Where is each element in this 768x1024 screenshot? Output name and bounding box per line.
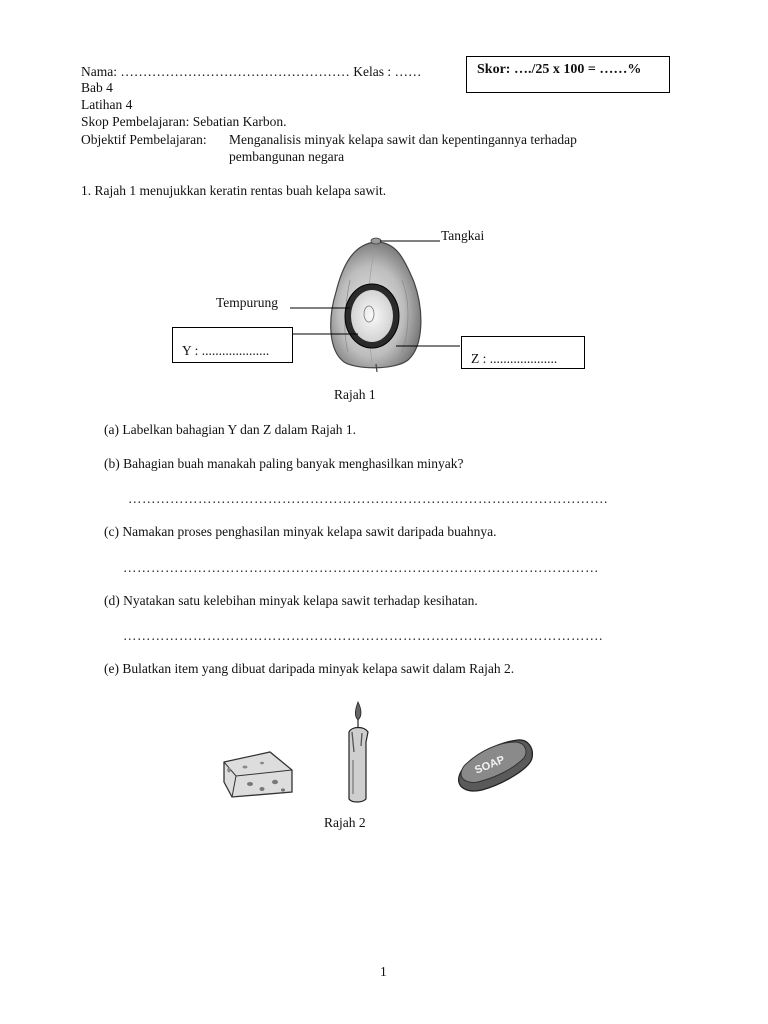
label-tempurung: Tempurung xyxy=(216,295,279,310)
label-z-text: Z : .................... xyxy=(471,351,558,366)
question-1b: (b) Bahagian buah manakah paling banyak menghasilkan minyak? xyxy=(104,456,464,471)
question-1e: (e) Bulatkan item yang dibuat daripada minyak kelapa sawit dalam Rajah 2. xyxy=(104,661,515,676)
answer-line-1c[interactable]: ………………………………………………………………………………………… xyxy=(123,560,599,575)
answer-line-1d[interactable]: …………………………………………………………………………………………. xyxy=(123,628,603,643)
diagram-1-caption: Rajah 1 xyxy=(334,387,376,402)
cheese-icon[interactable] xyxy=(224,752,292,797)
label-y-text: Y : .................... xyxy=(182,343,270,358)
chapter: Bab 4 xyxy=(81,80,113,95)
question-1-stem: 1. Rajah 1 menujukkan keratin rentas buah kelapa sawit. xyxy=(81,183,387,198)
diagram-2-caption: Rajah 2 xyxy=(324,815,366,830)
objective-line-1: Menganalisis minyak kelapa sawit dan kepentingannya terhadap xyxy=(229,132,577,147)
candle-icon[interactable] xyxy=(349,702,368,802)
name-class-line: Nama: …………………………………………… Kelas : …… xyxy=(81,64,422,79)
label-tangkai: Tangkai xyxy=(441,228,485,243)
soap-label: SOAP xyxy=(473,753,507,777)
objective-line-2: pembangunan negara xyxy=(229,149,345,164)
answer-line-1b[interactable]: …………………………………………………………………………………………. xyxy=(128,491,608,506)
objective-label: Objektif Pembelajaran: xyxy=(81,132,207,147)
question-1d: (d) Nyatakan satu kelebihan minyak kelapa sawit terhadap kesihatan. xyxy=(104,593,478,608)
learning-scope: Skop Pembelajaran: Sebatian Karbon. xyxy=(81,114,287,129)
soap-icon[interactable] xyxy=(459,740,533,791)
exercise: Latihan 4 xyxy=(81,97,133,112)
score-text: Skor: …./25 x 100 = ……% xyxy=(477,62,642,77)
page-number: 1 xyxy=(380,964,387,979)
question-1c: (c) Namakan proses penghasilan minyak kelapa sawit daripada buahnya. xyxy=(104,524,497,539)
question-1a: (a) Labelkan bahagian Y dan Z dalam Rajah 1. xyxy=(104,422,357,437)
